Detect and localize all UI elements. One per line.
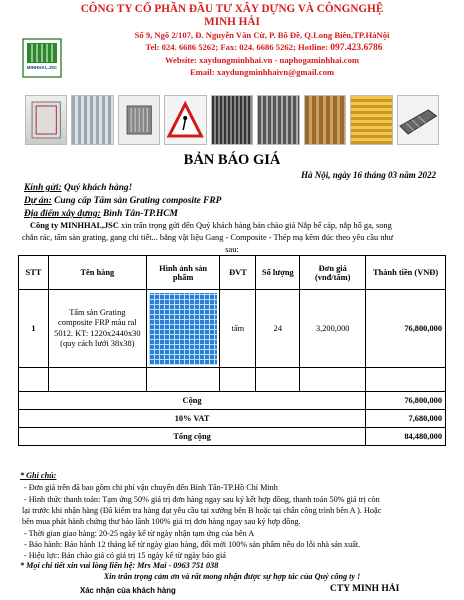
- product-image-8: [350, 95, 392, 145]
- product-image-6: [257, 95, 299, 145]
- grand-total-row: Tổng cộng 84,480,000: [19, 428, 446, 446]
- product-image-9: [397, 95, 439, 145]
- signature-company: CTY MINH HẢI: [330, 584, 400, 594]
- project: Dự án: Cung cấp Tấm sàn Grating composite FRP: [24, 196, 222, 206]
- note-2b: lại trước khi nhận hàng (Đã kiểm tra hàng đạt yêu cầu tại xưởng bên B hoặc tại chân công trình bên A ). Hoặc: [22, 506, 382, 515]
- note-4: - Bảo hành: Bảo hành 12 tháng kể từ ngày giao hàng, đổi mới 100% sản phẩm nếu do lỗi nhà sản xuất.: [24, 540, 361, 549]
- product-image-5: [211, 95, 253, 145]
- intro-line-1: Công ty MINHHAI.,JSC xin trân trọng gửi đến Quý khách hàng bản chào giá Nắp bể cáp, nắp hố ga, song: [30, 221, 392, 230]
- table-header-row: [19, 256, 446, 290]
- intro-line-3: sau:: [225, 245, 239, 254]
- recipient: Kính gửi: Quý khách hàng!: [24, 183, 133, 193]
- note-3: - Thời gian giao hàng: 20-25 ngày kể từ ngày nhận tạm ứng của bên A: [24, 529, 255, 538]
- doc-date: Hà Nội, ngày 16 tháng 03 năm 2022: [300, 170, 436, 180]
- thanks-line: Xin trân trọng cảm ơn và rất mong nhận được sự hợp tác của Quý công ty !: [103, 572, 361, 581]
- empty-row: [19, 368, 446, 392]
- notes-heading: * Ghi chú:: [20, 471, 57, 480]
- doc-title: BẢN BÁO GIÁ: [183, 152, 281, 168]
- note-2a: - Hình thức thanh toán: Tạm ứng 50% giá trị đơn hàng ngay sau ký kết hợp đồng, thanh toán 50% giá trị còn: [24, 495, 380, 504]
- product-image-1: [25, 95, 67, 145]
- product-image-3: [118, 95, 160, 145]
- note-5: - Hiệu lực: Bản chào giá có giá trị 15 ngày kể từ ngày báo giá: [24, 551, 226, 560]
- company-logo: MINHHAI.,JSC: [22, 38, 62, 78]
- company-email: Email: xaydungminhhaivn@gmail.com: [189, 67, 335, 77]
- company-name: CÔNG TY CỔ PHẦN ĐẦU TƯ XÂY DỰNG VÀ CÔNGNGHỆ: [80, 3, 384, 15]
- col-image: Hình ảnh sản phẩm: [146, 256, 220, 290]
- company-website: Website: xaydungminhhai.vn - naphogaminhhai.com: [164, 55, 360, 65]
- product-image-7: [304, 95, 346, 145]
- note-1: - Đơn giá trên đã bao gồm chi phí vận chuyển đến Bình Tân-TP.Hồ Chí Minh: [24, 483, 278, 492]
- col-qty: Số lượng: [256, 256, 300, 290]
- product-image-strip: [25, 95, 439, 145]
- product-image-2: [71, 95, 113, 145]
- location: Địa điểm xây dựng: Bình Tân-TP.HCM: [24, 209, 178, 219]
- company-name-2: MINH HẢI: [204, 16, 260, 28]
- subtotal-row: Cộng 76,800,000: [19, 392, 446, 410]
- col-name: Tên hàng: [48, 256, 146, 290]
- col-price: Đơn giá (vnđ/tấm): [300, 256, 366, 290]
- signature-customer: Xác nhận của khách hàng: [80, 586, 176, 595]
- note-contact: * Mọi chi tiết xin vui lòng liên hệ: Mrs Mai - 0963 751 038: [20, 561, 219, 570]
- warning-sign-image: [164, 95, 206, 145]
- note-2c: bên mua phát hành chứng thư bảo lãnh 100% giá trị đơn hàng ngay sau ký hợp đồng.: [22, 517, 301, 526]
- company-address: Số 9, Ngõ 2/107, Đ. Nguyễn Văn Cừ, P. Bồ Đề, Q.Long Biên,TP.HàNội: [134, 30, 390, 40]
- intro-line-2: chắn rác, tấm sàn grating, gang chi tiết... bằng vật liệu Gang - Composite - Thép mạ kẽm đúc theo yêu cầu như: [22, 233, 394, 242]
- vat-row: 10% VAT 7,680,000: [19, 410, 446, 428]
- col-unit: ĐVT: [220, 256, 256, 290]
- grating-image: [146, 290, 220, 368]
- col-stt: STT: [19, 256, 49, 290]
- table-row: 1 Tấm sàn Grating composite FRP màu ral 5012. KT: 1220x2440x30 (quy cách lưới 38x38) tấm 24 3,200,000 76,800,000: [19, 290, 446, 368]
- quote-table: [18, 255, 446, 446]
- hotline: 097.423.6786: [330, 43, 383, 53]
- company-phone: Tel: 024. 6686 5262; Fax: 024. 6686 5262; Hotline: 097.423.6786: [145, 42, 383, 53]
- col-total: Thành tiền (VNĐ): [366, 256, 446, 290]
